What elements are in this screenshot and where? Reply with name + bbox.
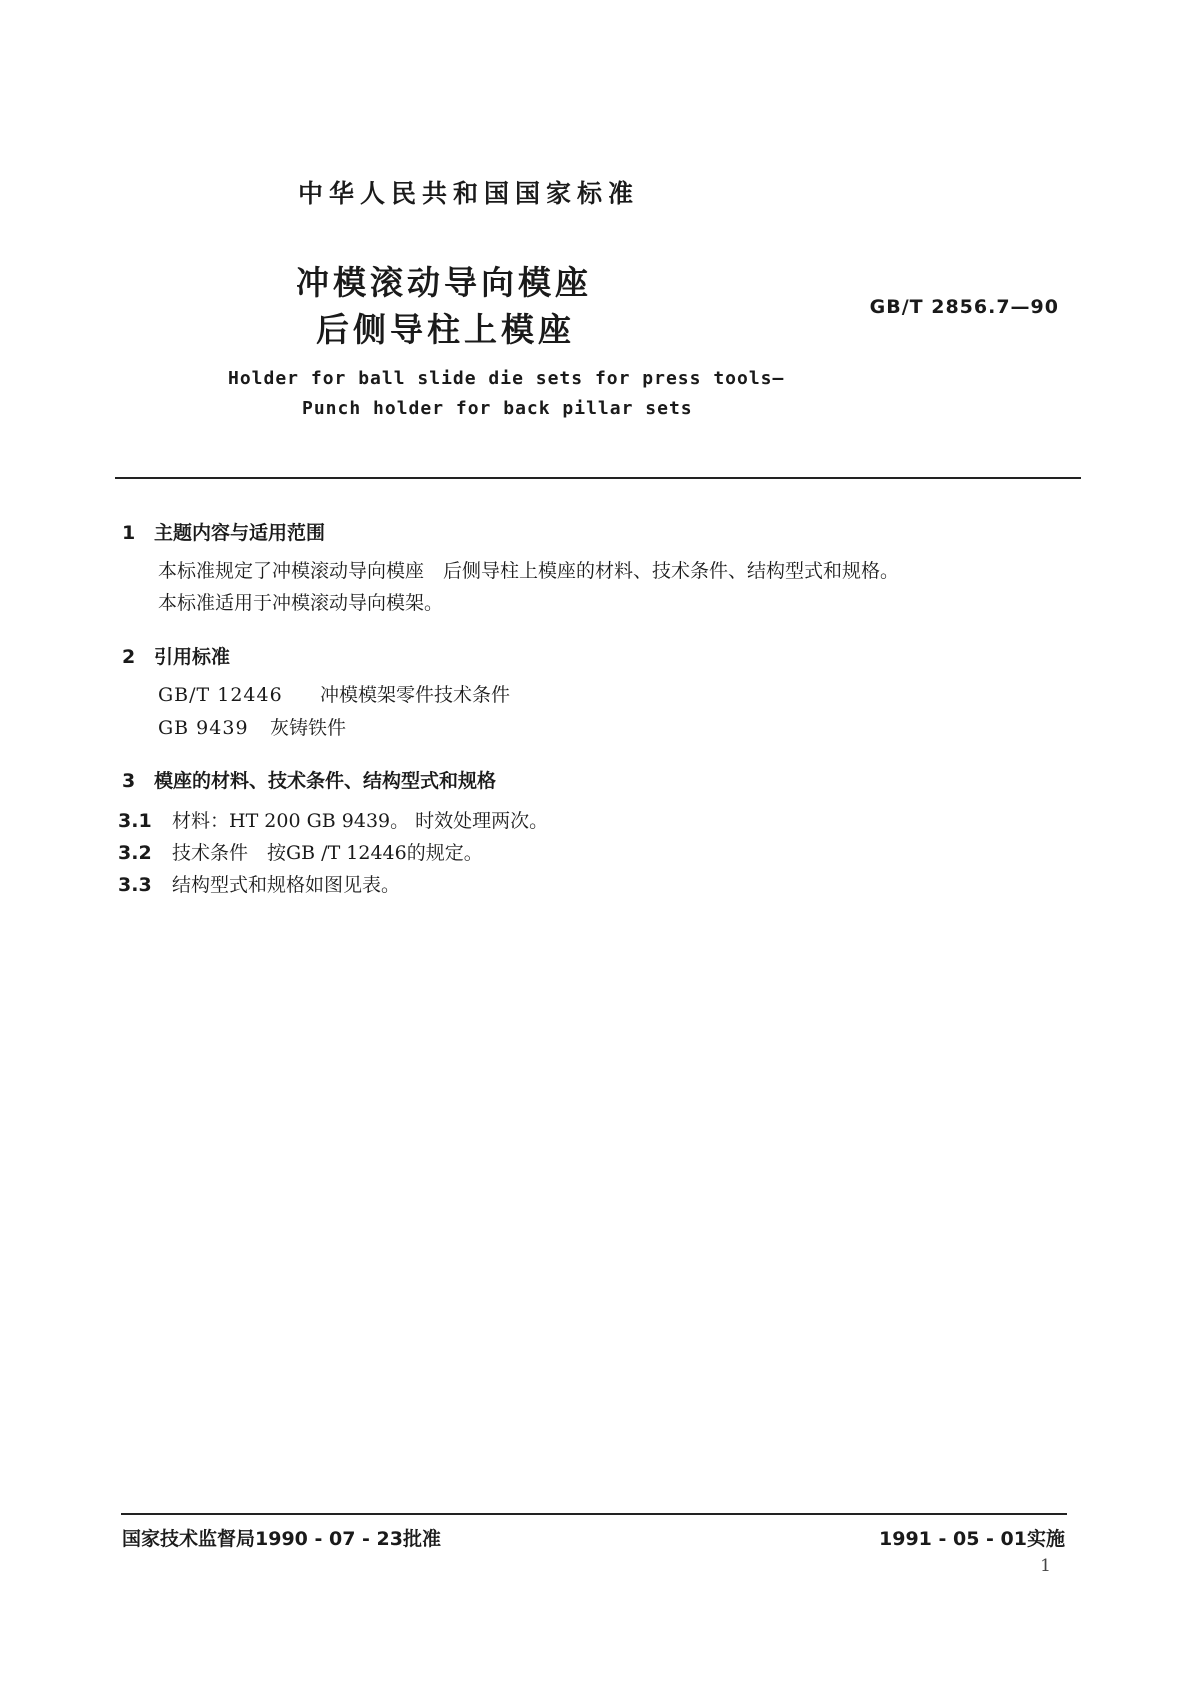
section-2-number: 2 <box>122 646 136 668</box>
section-1-heading <box>122 518 325 545</box>
clause-3-3-text: 结构型式和规格如图见表。 <box>172 874 401 896</box>
header-divider <box>115 477 1081 479</box>
reference-2-title: 灰铸铁件 <box>270 717 347 739</box>
section-3-title: 模座的材料、技术条件、结构型式和规格 <box>154 770 497 792</box>
section-3-heading <box>122 766 496 793</box>
footer-divider <box>121 1513 1067 1515</box>
clause-3-2-number: 3.2 <box>118 842 152 864</box>
section-3-number: 3 <box>122 770 136 792</box>
title-en-line2: Punch holder for back pillar sets <box>302 398 693 419</box>
clause-3-1-text: 材料：HT 200 GB 9439。 时效处理两次。 <box>172 810 549 832</box>
clause-3-1 <box>118 806 548 833</box>
reference-2-code: GB 9439 <box>158 717 249 739</box>
clause-3-1-number: 3.1 <box>118 810 152 832</box>
clause-3-2 <box>118 838 483 865</box>
clause-3-3 <box>118 870 400 897</box>
section-1-title: 主题内容与适用范围 <box>154 522 326 544</box>
national-standard-heading: 中华人民共和国国家标准 <box>298 179 640 208</box>
reference-1 <box>158 680 510 707</box>
implementation-date: 1991 - 05 - 01实施 <box>879 1528 1065 1550</box>
section-1-paragraph-2: 本标准适用于冲模滚动导向模架。 <box>158 592 444 614</box>
title-en-line1: Holder for ball slide die sets for press tools— <box>228 368 785 389</box>
page-number: 1 <box>1040 1556 1051 1576</box>
section-1-paragraph-1: 本标准规定了冲模滚动导向模座 后侧导柱上模座的材料、技术条件、结构型式和规格。 <box>158 560 900 582</box>
reference-1-title: 冲模模架零件技术条件 <box>320 684 511 706</box>
reference-1-code: GB/T 12446 <box>158 684 283 706</box>
approval-date: 国家技术监督局1990 - 07 - 23批准 <box>122 1528 441 1550</box>
section-2-heading <box>122 642 230 669</box>
section-2-title: 引用标准 <box>154 646 231 668</box>
title-cn-line1: 冲模滚动导向模座 <box>296 263 592 302</box>
standard-code: GB/T 2856.7—90 <box>869 296 1059 318</box>
clause-3-3-number: 3.3 <box>118 874 152 896</box>
reference-2 <box>158 713 346 740</box>
clause-3-2-text: 技术条件 按GB /T 12446的规定。 <box>172 842 483 864</box>
title-cn-line2: 后侧导柱上模座 <box>316 310 575 349</box>
section-1-number: 1 <box>122 522 136 544</box>
